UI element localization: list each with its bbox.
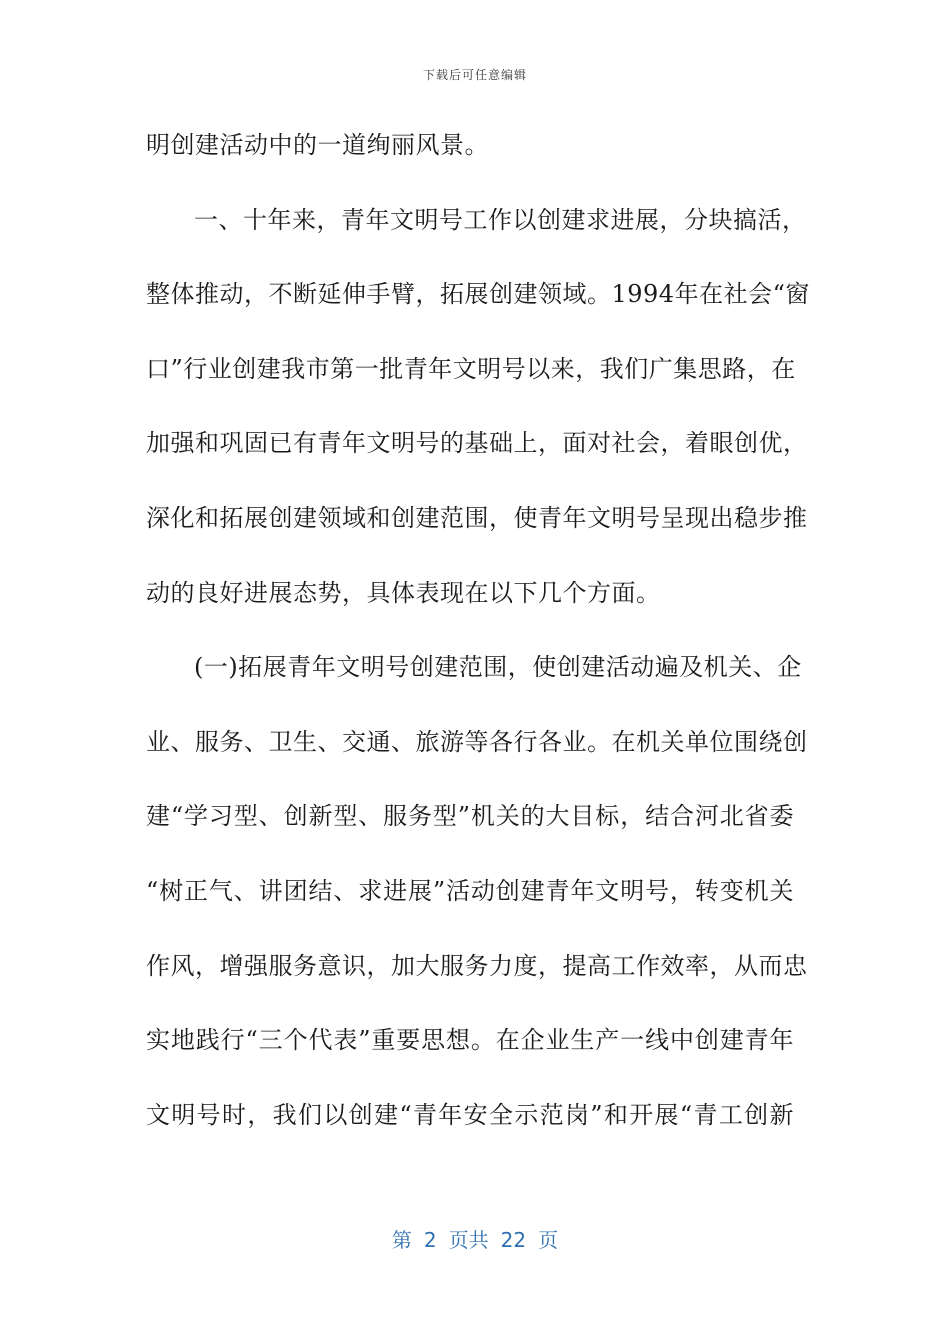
- body-line-2: 一、十年来，青年文明号工作以创建求进展，分块搞活，: [194, 205, 807, 234]
- body-line-4: 口”行业创建我市第一批青年文明号以来，我们广集思路，在: [146, 354, 796, 383]
- body-line-5: 加强和巩固已有青年文明号的基础上，面对社会，着眼创优，: [146, 429, 808, 458]
- body-line-12: 作风，增强服务意识，加大服务力度，提高工作效率，从而忠: [146, 951, 808, 980]
- body-line-6: 深化和拓展创建领域和创建范围，使青年文明号呈现出稳步推: [146, 503, 808, 532]
- body-line-14: 文明号时，我们以创建“青年安全示范岗”和开展“青工创新: [146, 1100, 794, 1129]
- footer-suffix: 页: [538, 1228, 559, 1252]
- body-line-8: (一)拓展青年文明号创建范围，使创建活动遍及机关、企: [194, 653, 802, 682]
- body-line-3: 整体推动，不断延伸手臂，拓展创建领域。1994年在社会“窗: [146, 280, 810, 309]
- footer-total-pages: 22: [500, 1228, 527, 1252]
- footer-middle: 页共: [448, 1228, 489, 1252]
- page-header: 下载后可任意编辑: [422, 68, 527, 82]
- body-line-10: 建“学习型、创新型、服务型”机关的大目标，结合河北省委: [146, 802, 794, 831]
- body-line-9: 业、服务、卫生、交通、旅游等各行各业。在机关单位围绕创: [146, 727, 808, 756]
- page-footer: [0, 1224, 950, 1253]
- body-line-7: 动的良好进展态势，具体表现在以下几个方面。: [146, 578, 661, 607]
- body-line-13: 实地践行“三个代表”重要思想。在企业生产一线中创建青年: [146, 1026, 794, 1055]
- footer-prefix: 第: [391, 1228, 412, 1252]
- document-body: [146, 122, 810, 1166]
- body-line-1: 明创建活动中的一道绚丽风景。: [146, 131, 489, 159]
- footer-current-page: 2: [423, 1228, 437, 1252]
- body-line-11: “树正气、讲团结、求进展”活动创建青年文明号，转变机关: [146, 876, 794, 905]
